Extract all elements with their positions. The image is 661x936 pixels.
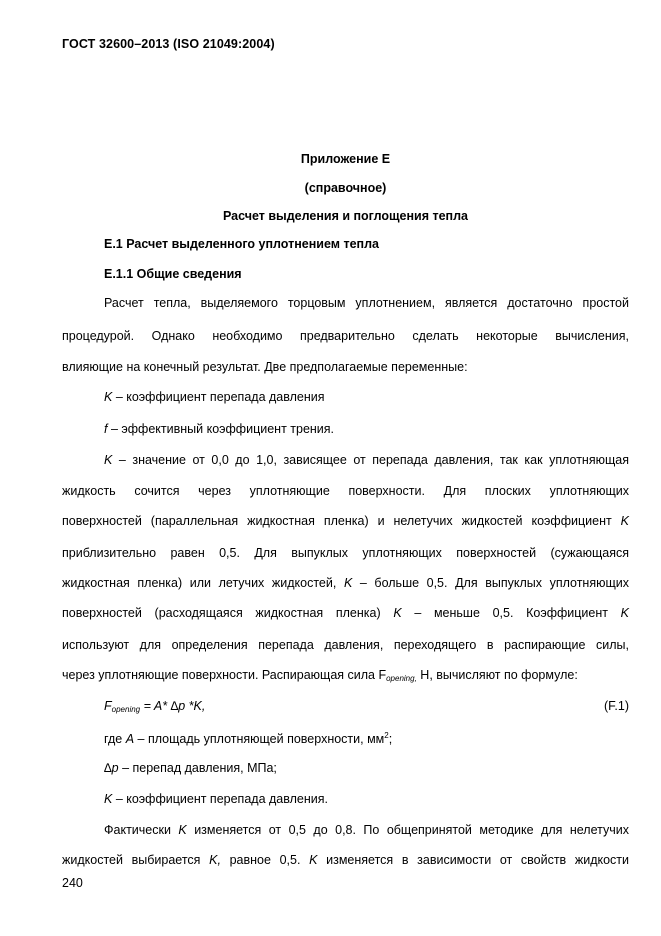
paragraph1-line1: Расчет тепла, выделяемого торцовым уплотнением, является достаточно простой (104, 296, 629, 310)
paragraph3-line1 (104, 821, 629, 839)
k-symbol: K (620, 514, 629, 528)
paragraph2-line6 (62, 604, 629, 622)
appendix-subtitle: (справочное) (304, 181, 387, 195)
where-area (104, 727, 629, 745)
paragraph2-line7: используют для определения перепада давления, переходящего в распирающие силы, (62, 638, 629, 652)
paragraph2-text: – меньше 0,5. Коэффициент (401, 606, 621, 620)
paragraph3-line2 (62, 851, 629, 869)
equation-number: (F.1) (604, 699, 629, 713)
formula-lhs: F (104, 699, 112, 713)
paragraph2-text: – значение от 0,0 до 1,0, зависящее от перепада давления, так как уплотняющая (112, 453, 629, 467)
k-symbol: K (343, 576, 353, 590)
paragraph2-line4: приблизительно равен 0,5. Для выпуклых уплотняющих поверхностей (сужающаяся (62, 546, 629, 560)
paragraph2-text: поверхностей (параллельная жидкостная пленка) и нелетучих жидкостей коэффициент (62, 514, 621, 528)
paragraph2-text: через уплотняющие поверхности. Распирающая сила F (62, 668, 387, 682)
k-symbol: K (620, 606, 629, 620)
where-text: – площадь уплотняющей поверхности, мм (134, 732, 385, 746)
k-symbol: K (104, 792, 113, 806)
paragraph3-text: изменяется от 0,5 до 0,8. По общепринятой методике для нелетучих (186, 823, 629, 837)
paragraph1-line3: влияющие на конечный результат. Две предполагаемые переменные: (62, 360, 468, 374)
paragraph3-text: жидкостей выбирается (62, 853, 210, 867)
var-k-symbol: K (104, 390, 113, 404)
variable-k-definition (104, 388, 629, 406)
page-number: 240 (62, 876, 83, 890)
where-k (104, 790, 629, 808)
where-text: – перепад давления, МПа; (118, 761, 277, 775)
appendix-title: Приложение Е (300, 152, 391, 166)
formula-f1 (104, 697, 629, 715)
section-subtitle: Е.1.1 Общие сведения (104, 267, 242, 281)
paragraph2-line1 (104, 451, 629, 469)
opening-subscript: opening, (386, 674, 417, 683)
where-pressure (104, 759, 629, 777)
where-prefix: где (104, 732, 126, 746)
var-k-text: – коэффициент перепада давления (112, 390, 325, 404)
k-symbol: K (178, 823, 187, 837)
superscript: 2 (384, 731, 389, 740)
k-symbol: K (393, 606, 402, 620)
section-title: Е.1 Расчет выделенного уплотнением тепла (104, 237, 379, 251)
paragraph2-line5 (62, 574, 629, 592)
formula-rhs: = A* ∆p *K, (140, 699, 206, 713)
paragraph3-text: изменяется в зависимости от свойств жидкости (317, 853, 630, 867)
k-symbol: K (309, 853, 318, 867)
paragraph3-text: Фактически (104, 823, 179, 837)
formula-subscript: opening (111, 705, 141, 714)
dp-symbol: ∆p (104, 761, 119, 775)
document-header: ГОСТ 32600–2013 (ISO 21049:2004) (62, 37, 275, 51)
paragraph2-text: – больше 0,5. Для выпуклых уплотняющих (352, 576, 629, 590)
appendix-heading: Расчет выделения и поглощения тепла (222, 209, 469, 223)
paragraph2-line8 (62, 666, 629, 684)
k-symbol: K, (209, 853, 221, 867)
a-symbol: A (125, 732, 135, 746)
var-f-text: – эффективный коэффициент трения. (107, 422, 335, 436)
paragraph2-text: поверхностей (расходящаяся жидкостная пленка) (62, 606, 394, 620)
paragraph2-text: жидкостная пленка) или летучих жидкостей, (62, 576, 344, 590)
paragraph3-text: равное 0,5. (220, 853, 310, 867)
k-symbol: K (104, 453, 113, 467)
paragraph2-line2: жидкость сочится через уплотняющие поверхности. Для плоских уплотняющих (62, 484, 629, 498)
paragraph1-line2: процедурой. Однако необходимо предварительно сделать некоторые вычисления, (62, 329, 629, 343)
paragraph2-line3 (62, 512, 629, 530)
where-text: ; (388, 732, 393, 746)
paragraph2-text: Н, вычисляют по формуле: (416, 668, 578, 682)
var-f-symbol: f (104, 422, 108, 436)
variable-f-definition (104, 420, 629, 438)
where-text: – коэффициент перепада давления. (112, 792, 328, 806)
